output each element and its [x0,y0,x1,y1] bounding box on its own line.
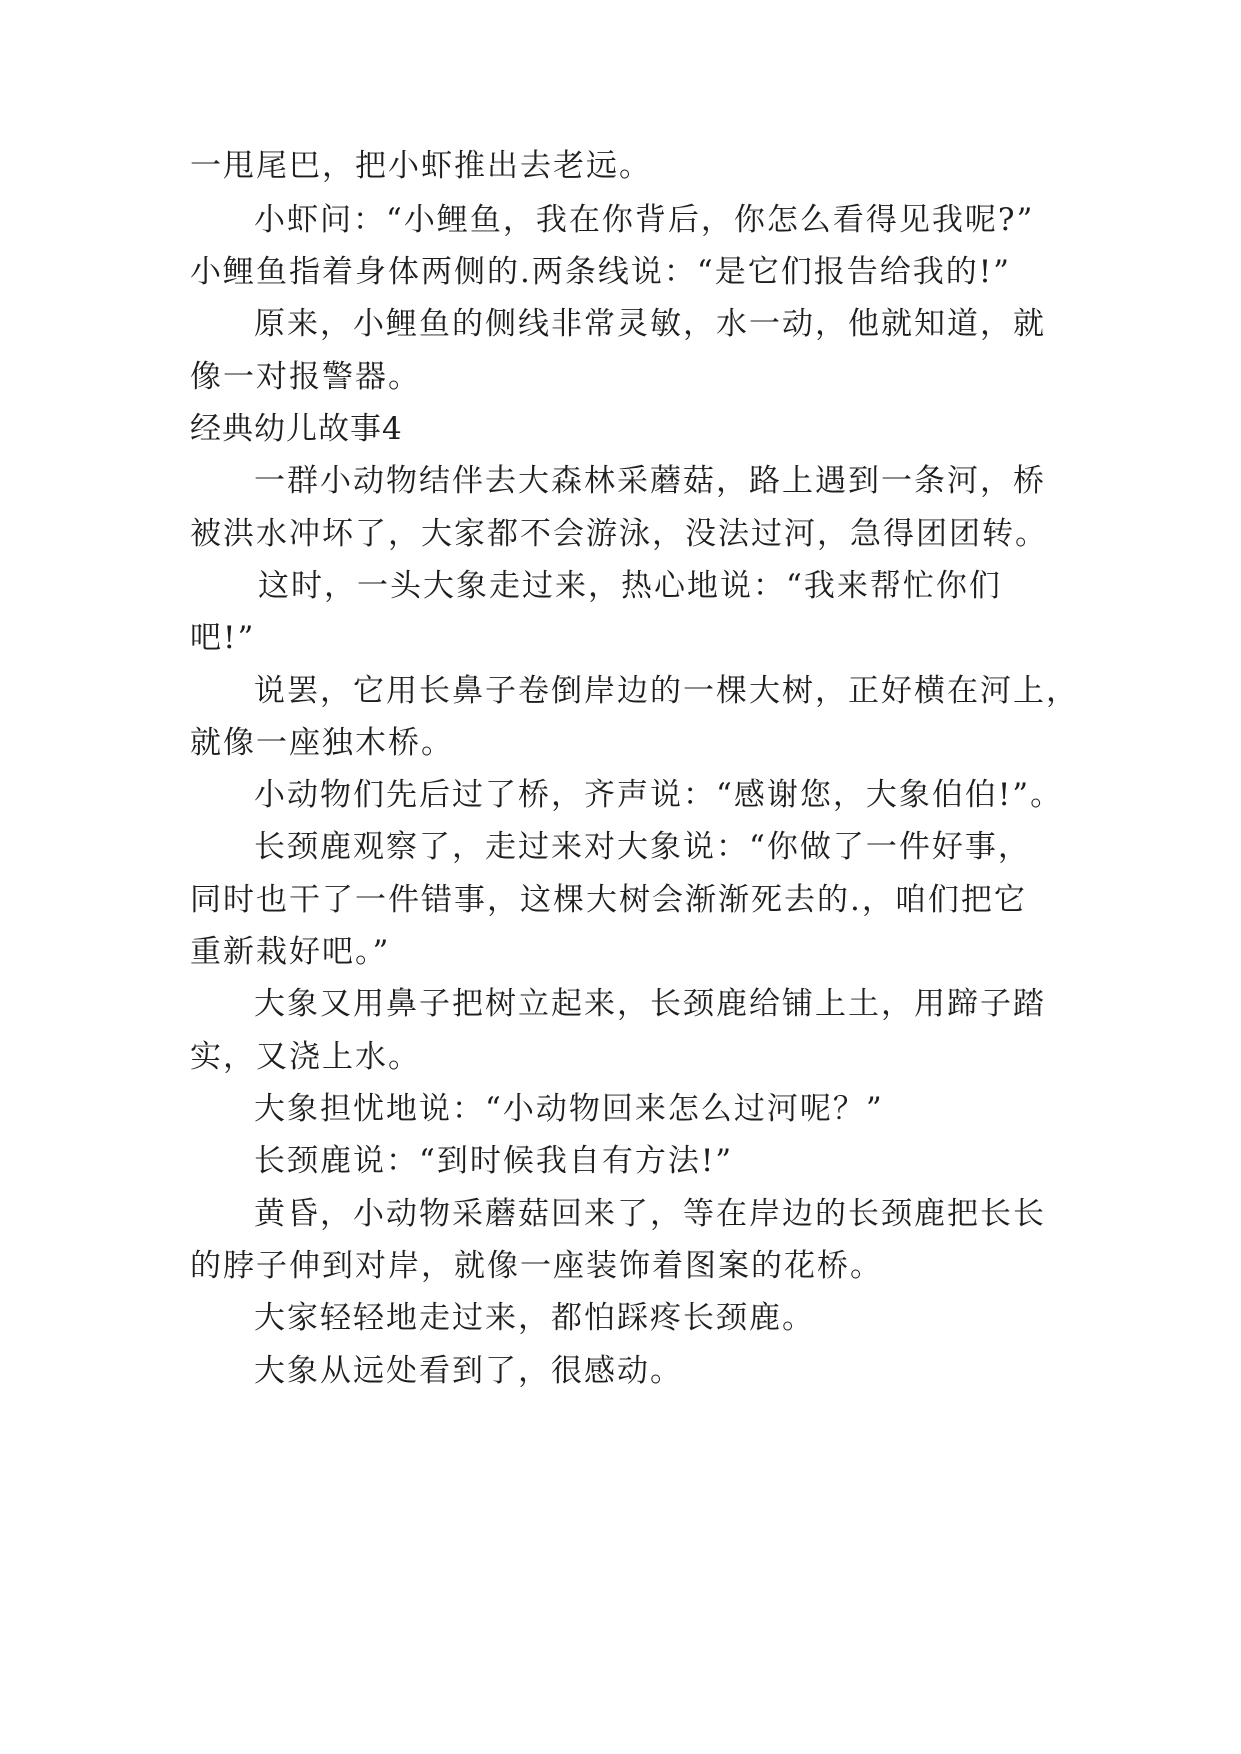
text-line: 一甩尾巴，把小虾推出去老远。 [190,148,652,184]
text-line: 大家轻轻地走过来，都怕踩疼长颈鹿。 [254,1300,815,1336]
text-line: 小鲤鱼指着身体两侧的.两条线说：“是它们报告给我的!” [190,254,1012,290]
text-line: 一群小动物结伴去大森林采蘑菇，路上遇到一条河，桥 [254,463,1046,499]
text-line: 大象从远处看到了，很感动。 [254,1353,683,1389]
text-line: 这时，一头大象走过来，热心地说：“我来帮忙你们 [258,568,1002,604]
text-line: 小动物们先后过了桥，齐声说：“感谢您，大象伯伯!”。 [254,777,1064,813]
text-line: 小虾问：“小鲤鱼，我在你背后，你怎么看得见我呢?” [254,202,1035,238]
text-line: 就像一座独木桥。 [190,725,454,761]
text-line: 吧!” [190,620,256,656]
section-heading: 经典幼儿故事4 [190,411,403,447]
text-line: 被洪水冲坏了，大家都不会游泳，没法过河，急得团团转。 [190,516,1048,552]
text-line: 说罢，它用长鼻子卷倒岸边的一棵大树，正好横在河上， [254,673,1079,709]
text-line: 黄昏，小动物采蘑菇回来了，等在岸边的长颈鹿把长长 [254,1196,1046,1232]
text-line: 原来，小鲤鱼的侧线非常灵敏，水一动，他就知道，就 [254,306,1046,342]
text-line: 大象担忧地说：“小动物回来怎么过河呢？” [254,1091,884,1127]
text-line: 的脖子伸到对岸，就像一座装饰着图案的花桥。 [190,1248,883,1284]
text-line: 像一对报警器。 [190,359,421,395]
text-line: 重新栽好吧。” [190,934,391,970]
text-line: 长颈鹿说：“到时候我自有方法!” [254,1143,734,1179]
text-line: 实，又浇上水。 [190,1039,421,1075]
text-line: 大象又用鼻子把树立起来，长颈鹿给铺上土，用蹄子踏 [254,986,1046,1022]
text-line: 同时也干了一件错事，这棵大树会渐渐死去的.，咱们把它 [190,882,1027,918]
text-line: 长颈鹿观察了，走过来对大象说：“你做了一件好事， [254,829,1031,865]
